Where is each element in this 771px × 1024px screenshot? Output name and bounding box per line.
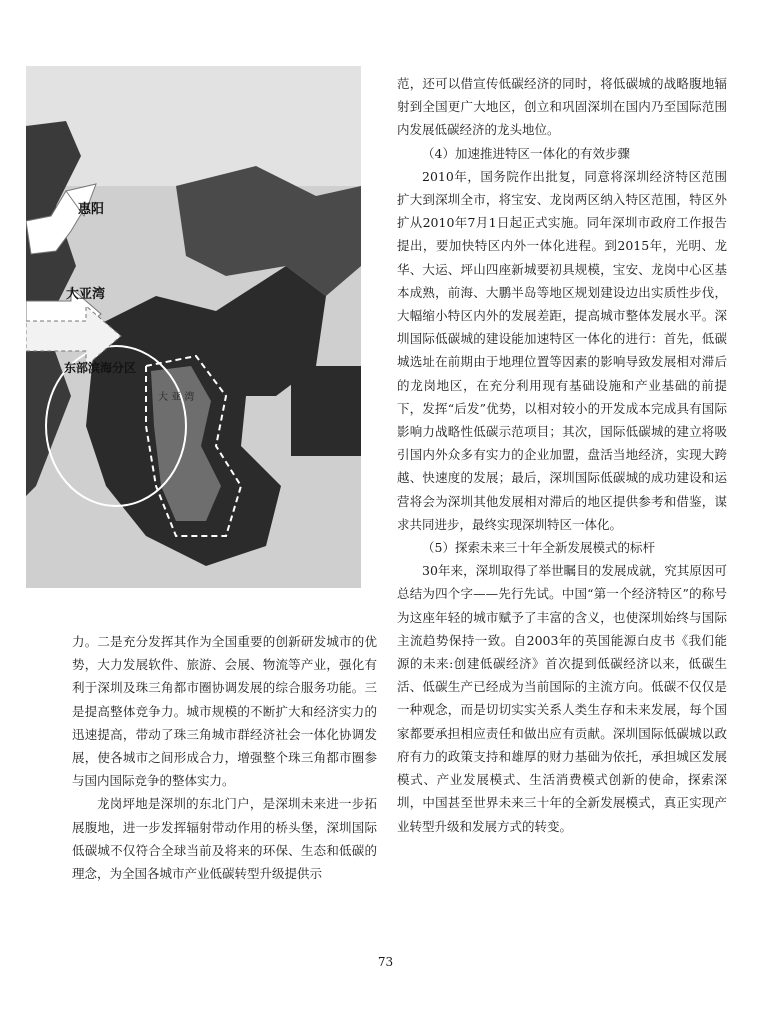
map-label-dayawan-bay: 大亚湾 bbox=[66, 287, 106, 302]
paragraph: 30年来，深圳取得了举世瞩目的发展成就，究其原因可总结为四个字——先行先试。中国“第一个经济特区”的称号为这座年轻的城市赋予了丰富的含义，也使深圳始终与国际主流趋势保持一致。自2003年的英国能源白皮书《我们能源的未来:创建低碳经济》首次提到低碳经济以来，低碳生活、低碳生产已经成为当前国际的主流方向。低碳不仅仅是一种观念，而是切切实实关系人类生存和未来发展，每个国家都要承担相应责任和做出应有贡献。深圳国际低碳城以政府有力的政策支持和雄厚的财力基础为依托，承担城区发展模式、产业发展模式、生活消费模式创新的使命，探索深圳，中国甚至世界未来三十年的全新发展模式，真正实现产业转型升级和发展方式的转变。 bbox=[397, 563, 727, 834]
map-label-huiyang: 惠阳 bbox=[78, 202, 105, 217]
map-label-dayawan-sea: 大 亚 湾 bbox=[158, 392, 195, 403]
page-number: 73 bbox=[377, 955, 394, 969]
paragraph: 范，还可以借宣传低碳经济的同时，将低碳城的战略腹地辐射到全国更广大地区，创立和巩固深圳在国内乃至国际范围内发展低碳经济的龙头地位。 bbox=[397, 76, 727, 138]
paragraph: 力。二是充分发挥其作为全国重要的创新研发城市的优势，大力发展软件、旅游、会展、物流等产业，强化有利于深圳及珠三角都市圈协调发展的综合服务功能。三是提高整体竞争力。城市规模的不断扩大和经济实力的迅速提高，带动了珠三角城市群经济社会一体化协调发展，使各城市之间形成合力，增强整个珠三角都市圈参与国内国际竞争的整体实力。 bbox=[72, 634, 377, 789]
left-text-column bbox=[72, 630, 377, 885]
paragraph: 2010年，国务院作出批复，同意将深圳经济特区范围扩大到深圳全市，将宝安、龙岗两区纳入特区范围，特区外扩从2010年7月1日起正式实施。同年深圳市政府工作报告提出，要加快特区内外一体化进程。到2015年，光明、龙华、大运、坪山四座新城要初具规模，宝安、龙岗中心区基本成熟，前海、大鹏半岛等地区规划建设边出实质性步伐，大幅缩小特区内外的发展差距，提高城市整体发展水平。深圳国际低碳城的建设能加速特区一体化的进行：首先，低碳城选址在前期由于地理位置等因素的影响导致发展相对滞后的龙岗地区，在充分利用现有基础设施和产业基础的前提下，发挥“后发”优势，以相对较小的开发成本完成具有国际影响力战略性低碳示范项目；其次，国际低碳城的建立将吸引国内外众多有实力的企业加盟，盘活当地经济，实现大跨越、快速度的发展；最后，深圳国际低碳城的成功建设和运营将会为深圳其他发展相对滞后的地区提供参考和借鉴，谋求共同进步，最终实现深圳特区一体化。 bbox=[397, 168, 727, 532]
section-heading-5: （5）探索未来三十年全新发展模式的标杆 bbox=[422, 540, 655, 556]
section-heading-4: （4）加速推进特区一体化的有效步骤 bbox=[422, 145, 630, 161]
paragraph: 龙岗坪地是深圳的东北门户，是深圳未来进一步拓展腹地，进一步发挥辐射带动作用的桥头堡，深圳国际低碳城不仅符合全球当前及将来的环保、生态和低碳的理念，为全国各城市产业低碳转型升级提供示 bbox=[72, 796, 377, 882]
map-label-east-coast-zone: 东部滨海分区 bbox=[64, 361, 137, 375]
map-figure bbox=[26, 66, 361, 588]
map-graphic bbox=[26, 66, 361, 588]
right-text-column bbox=[397, 72, 727, 838]
